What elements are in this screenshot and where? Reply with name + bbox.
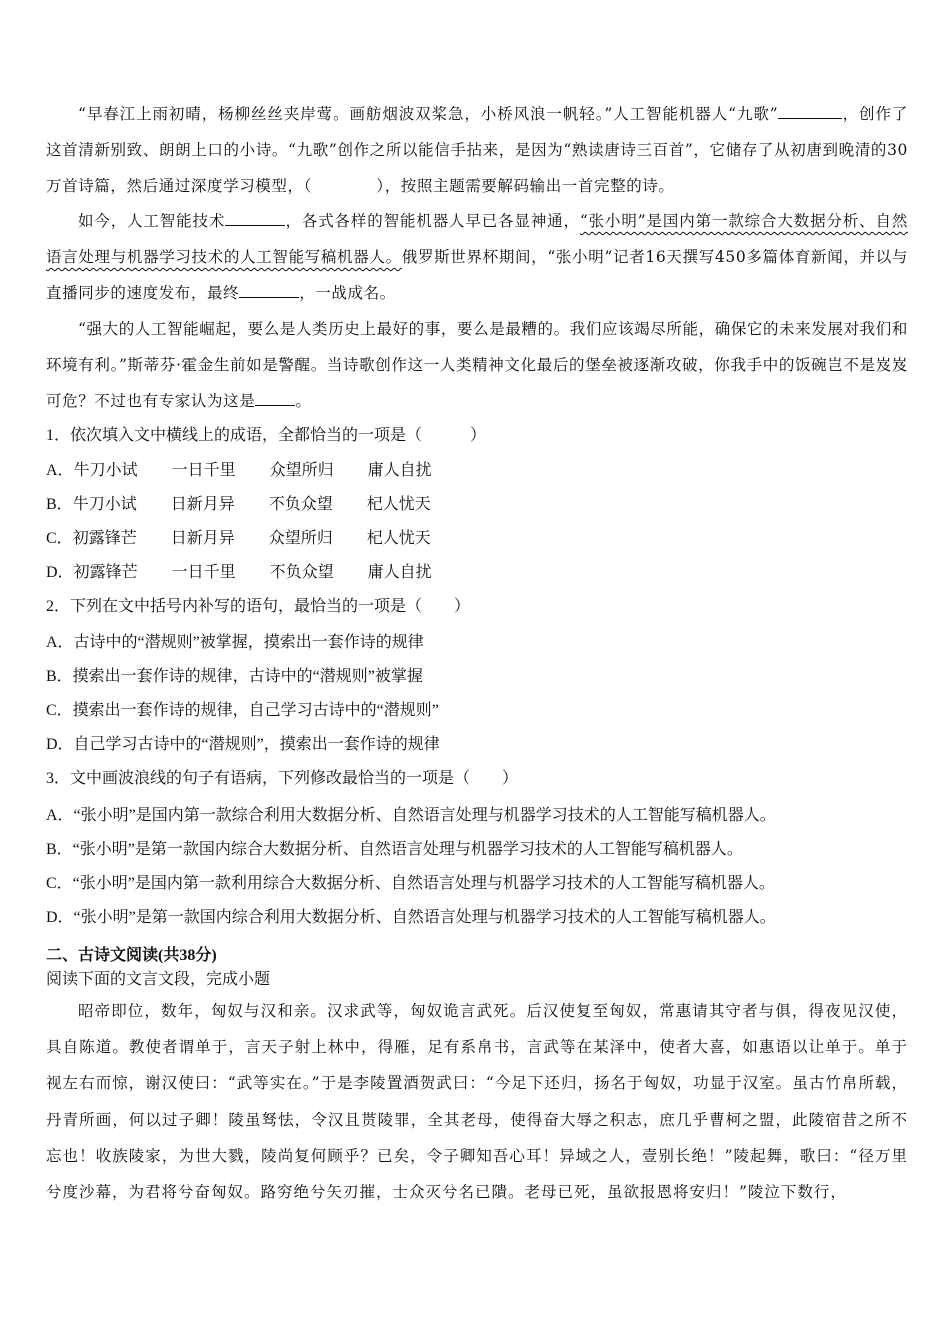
- option-item: 不负众望: [269, 564, 334, 581]
- q2-option-d: D．自己学习古诗中的“潜规则”，摸索出一套作诗的规律: [46, 736, 440, 753]
- question-3: 3．文中画波浪线的句子有语病，下列修改最恰当的一项是（ ）: [46, 770, 519, 787]
- question-1: 1．依次填入文中横线上的成语，全都恰当的一项是（ ）: [46, 427, 487, 444]
- q3-option-a: A．“张小明”是国内第一款综合利用大数据分析、自然语言处理与机器学习技术的人工智能写稿机器人。: [46, 807, 776, 824]
- fill-blank-3: [239, 281, 299, 298]
- option-item: 杞人忧天: [366, 496, 431, 513]
- option-item: 庸人自扰: [367, 462, 432, 479]
- passage-paragraph-1: [46, 96, 908, 204]
- option-item: 一日千里: [171, 564, 236, 581]
- q3-option-c: C．“张小明”是国内第一款利用综合大数据分析、自然语言处理与机器学习技术的人工智能写稿机器人。: [46, 875, 775, 892]
- option-item: 日新月异: [170, 530, 235, 547]
- option-item: 庸人自扰: [367, 564, 432, 581]
- question-2: 2．下列在文中括号内补写的语句，最恰当的一项是（ ）: [46, 598, 471, 615]
- q3-option-b: B．“张小明”是第一款国内综合大数据分析、自然语言处理与机器学习技术的人工智能写稿机器人。: [46, 841, 743, 858]
- option-item: 日新月异: [170, 496, 235, 513]
- option-label: D．: [46, 564, 74, 581]
- q3-option-d: D．“张小明”是第一款国内综合利用大数据分析、自然语言处理与机器学习技术的人工智能写稿机器人。: [46, 909, 776, 926]
- passage-text: 如今，人工智能技术: [78, 212, 226, 230]
- passage-text: ，创作了这首清新别致、朗朗上口的小诗。“九歌”创作之所以能信手拈来，是因为“熟读唐诗三百首”，它储存了从初唐到晚清的30万首诗篇，然后通过深度学习模型，（ ），按照主题需要解码输出一首完整的诗。: [46, 105, 908, 195]
- option-label: C．: [46, 530, 73, 547]
- passage-text: 。: [295, 392, 312, 410]
- option-item: 杞人忧天: [366, 530, 431, 547]
- q1-option-a: [46, 461, 926, 481]
- passage-text: 俄罗斯世界杯期间，“张小明”记者16天撰写450多篇体育新闻，并以与直播同步的速度发布，最终: [46, 248, 908, 302]
- fill-blank-1: [778, 102, 842, 119]
- fill-blank-2: [225, 209, 285, 226]
- passage-paragraph-2: [46, 203, 908, 311]
- option-item: 初露锋芒: [73, 564, 138, 581]
- section-heading: 二、古诗文阅读(共38分): [46, 947, 217, 964]
- option-item: 牛刀小试: [73, 462, 138, 479]
- passage-paragraph-3: [46, 311, 908, 419]
- q1-option-c: [46, 529, 926, 549]
- q1-option-d: [46, 563, 926, 583]
- passage-text: “早春江上雨初晴，杨柳丝丝夹岸莺。画舫烟波双桨急，小桥风浪一帆轻。”人工智能机器人“九歌”: [78, 105, 779, 123]
- section-instruction: 阅读下面的文言文段，完成小题: [46, 971, 271, 988]
- q2-option-a: A．古诗中的“潜规则”被掌握，摸索出一套作诗的规律: [46, 634, 424, 651]
- classical-chinese-passage: 昭帝即位，数年，匈奴与汉和亲。汉求武等，匈奴诡言武死。后汉使复至匈奴，常惠请其守者与俱，得夜见汉使，具自陈道。教使者谓单于，言天子射上林中，得雁，足有系帛书，言武等在某泽中，使者大喜，如惠语以让单于。单于视左右而惊，谢汉使曰：“武等实在。”于是李陵置酒贺武曰：“今足下还归，扬名于匈奴，功显于汉室。虽古竹帛所载，丹青所画，何以过子卿！陵虽驽怯，令汉且贳陵罪，全其老母，使得奋大辱之积志，庶几乎曹柯之盟，此陵宿昔之所不忘也！收族陵家，为世大戮，陵尚复何顾乎？已矣，令子卿知吾心耳！异域之人，壹别长绝！”陵起舞，歌曰：“径万里兮度沙幕，为君将兮奋匈奴。路穷绝兮矢刃摧，士众灭兮名已隤。老母已死，虽欲报恩将安归！”陵泣下数行，: [46, 1002, 908, 1202]
- option-item: 众望所归: [269, 462, 334, 479]
- wavy-underlined-sentence: “张小明”是国内第一款综合大数据分析、自然语言处理与机器学习技术的人工智能写稿机器人。: [46, 212, 908, 266]
- fill-blank-4: [255, 389, 295, 406]
- option-item: 不负众望: [268, 496, 333, 513]
- passage-text: “强大的人工智能崛起，要么是人类历史上最好的事，要么是最糟的。我们应该竭尽所能，确保它的未来发展对我们和环境有利。”斯蒂芬·霍金生前如是警醒。当诗歌创作这一人类精神文化最后的堡垒被逐渐攻破，你我手中的饭碗岂不是岌岌可危？不过也有专家认为这是: [46, 320, 908, 410]
- option-item: 牛刀小试: [72, 496, 137, 513]
- passage-text: ，各式各样的智能机器人早已各显神通，: [285, 212, 580, 230]
- option-label: B．: [46, 496, 73, 513]
- option-label: A．: [46, 462, 74, 479]
- option-item: 初露锋芒: [72, 530, 137, 547]
- option-item: 一日千里: [171, 462, 236, 479]
- passage-text: ，一战成名。: [299, 284, 396, 302]
- q1-option-b: [46, 495, 926, 515]
- option-item: 众望所归: [268, 530, 333, 547]
- q2-option-b: B．摸索出一套作诗的规律，古诗中的“潜规则”被掌握: [46, 668, 423, 685]
- q2-option-c: C．摸索出一套作诗的规律，自己学习古诗中的“潜规则”: [46, 702, 439, 719]
